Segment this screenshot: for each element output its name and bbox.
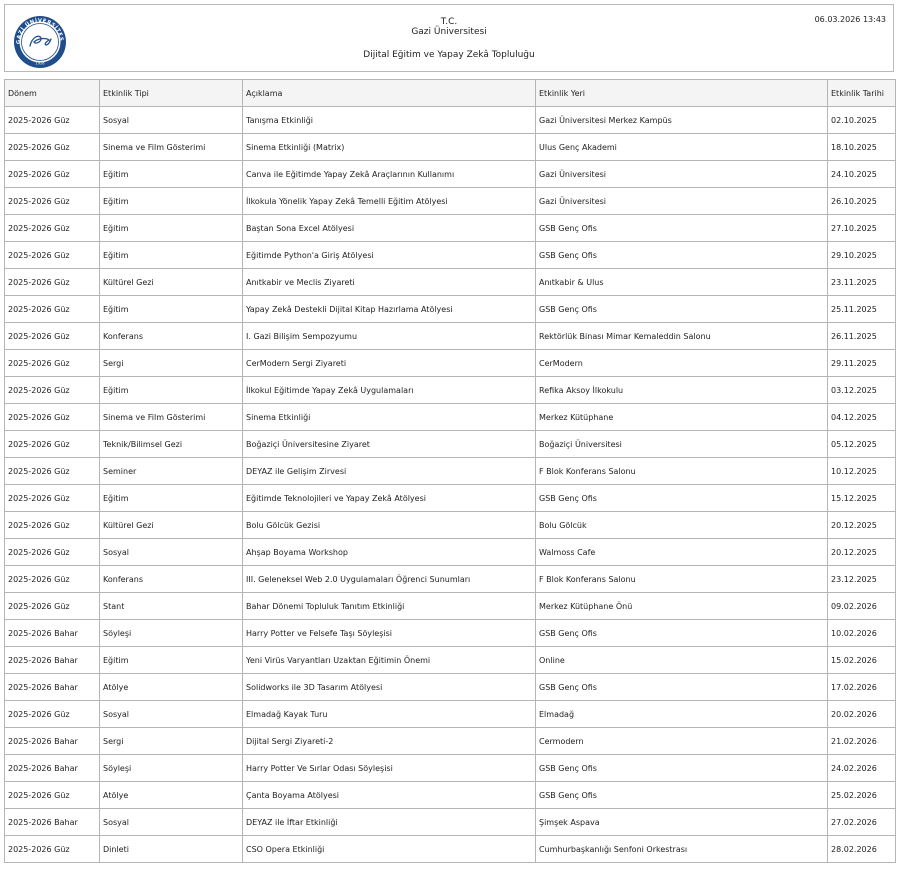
cell-event-type: Sosyal bbox=[100, 701, 243, 728]
cell-date: 05.12.2025 bbox=[828, 431, 896, 458]
report-timestamp: 06.03.2026 13:43 bbox=[814, 15, 886, 24]
cell-location: GSB Genç Ofis bbox=[536, 755, 828, 782]
cell-date: 25.02.2026 bbox=[828, 782, 896, 809]
cell-period: 2025-2026 Güz bbox=[5, 404, 100, 431]
column-header-location: Etkinlik Yeri bbox=[536, 80, 828, 107]
cell-date: 26.10.2025 bbox=[828, 188, 896, 215]
cell-location: Merkez Kütüphane Önü bbox=[536, 593, 828, 620]
cell-date: 10.12.2025 bbox=[828, 458, 896, 485]
cell-description: Yapay Zekâ Destekli Dijital Kitap Hazırlama Atölyesi bbox=[243, 296, 536, 323]
table-row bbox=[5, 674, 896, 701]
cell-location: F Blok Konferans Salonu bbox=[536, 458, 828, 485]
table-row bbox=[5, 377, 896, 404]
cell-location: F Blok Konferans Salonu bbox=[536, 566, 828, 593]
cell-description: CSO Opera Etkinliği bbox=[243, 836, 536, 863]
cell-event-type: Sergi bbox=[100, 350, 243, 377]
cell-date: 10.02.2026 bbox=[828, 620, 896, 647]
column-header-description: Açıklama bbox=[243, 80, 536, 107]
cell-event-type: Eğitim bbox=[100, 215, 243, 242]
cell-event-type: Atölye bbox=[100, 782, 243, 809]
cell-period: 2025-2026 Güz bbox=[5, 296, 100, 323]
cell-event-type: Eğitim bbox=[100, 188, 243, 215]
cell-date: 20.02.2026 bbox=[828, 701, 896, 728]
column-header-date: Etkinlik Tarihi bbox=[828, 80, 896, 107]
cell-description: Solidworks ile 3D Tasarım Atölyesi bbox=[243, 674, 536, 701]
cell-location: Bolu Gölcük bbox=[536, 512, 828, 539]
cell-location: GSB Genç Ofis bbox=[536, 296, 828, 323]
cell-event-type: Kültürel Gezi bbox=[100, 269, 243, 296]
cell-description: Baştan Sona Excel Atölyesi bbox=[243, 215, 536, 242]
cell-date: 28.02.2026 bbox=[828, 836, 896, 863]
cell-period: 2025-2026 Güz bbox=[5, 512, 100, 539]
header-university-name: Gazi Üniversitesi bbox=[411, 27, 487, 37]
cell-event-type: Teknik/Bilimsel Gezi bbox=[100, 431, 243, 458]
cell-description: İlkokul Eğitimde Yapay Zekâ Uygulamaları bbox=[243, 377, 536, 404]
cell-date: 18.10.2025 bbox=[828, 134, 896, 161]
cell-description: Eğitimde Python'a Giriş Atölyesi bbox=[243, 242, 536, 269]
cell-description: Bolu Gölcük Gezisi bbox=[243, 512, 536, 539]
table-row bbox=[5, 215, 896, 242]
cell-period: 2025-2026 Bahar bbox=[5, 620, 100, 647]
cell-period: 2025-2026 Güz bbox=[5, 701, 100, 728]
cell-location: GSB Genç Ofis bbox=[536, 242, 828, 269]
cell-date: 24.10.2025 bbox=[828, 161, 896, 188]
cell-description: CerModern Sergi Ziyareti bbox=[243, 350, 536, 377]
cell-location: CerModern bbox=[536, 350, 828, 377]
cell-event-type: Sosyal bbox=[100, 539, 243, 566]
cell-period: 2025-2026 Güz bbox=[5, 782, 100, 809]
cell-period: 2025-2026 Güz bbox=[5, 323, 100, 350]
cell-description: Canva ile Eğitimde Yapay Zekâ Araçlarının Kullanımı bbox=[243, 161, 536, 188]
logo-ring-text: GAZİ ÜNİVERSİTES bbox=[15, 17, 65, 45]
header-titles bbox=[5, 17, 893, 60]
cell-location: Anıtkabir & Ulus bbox=[536, 269, 828, 296]
table-row bbox=[5, 269, 896, 296]
cell-period: 2025-2026 Bahar bbox=[5, 809, 100, 836]
table-row bbox=[5, 566, 896, 593]
cell-description: Dijital Sergi Ziyareti-2 bbox=[243, 728, 536, 755]
cell-location: Boğaziçi Üniversitesi bbox=[536, 431, 828, 458]
cell-description: Harry Potter Ve Sırlar Odası Söyleşisi bbox=[243, 755, 536, 782]
table-header-row bbox=[5, 80, 896, 107]
cell-date: 15.02.2026 bbox=[828, 647, 896, 674]
cell-description: Sinema Etkinliği bbox=[243, 404, 536, 431]
cell-date: 24.02.2026 bbox=[828, 755, 896, 782]
cell-description: İlkokula Yönelik Yapay Zekâ Temelli Eğitim Atölyesi bbox=[243, 188, 536, 215]
cell-location: GSB Genç Ofis bbox=[536, 674, 828, 701]
cell-location: Ulus Genç Akademi bbox=[536, 134, 828, 161]
cell-date: 03.12.2025 bbox=[828, 377, 896, 404]
cell-location: Merkez Kütüphane bbox=[536, 404, 828, 431]
cell-location: Walmoss Cafe bbox=[536, 539, 828, 566]
header-community-name: Dijital Eğitim ve Yapay Zekâ Topluluğu bbox=[363, 50, 535, 60]
cell-event-type: Seminer bbox=[100, 458, 243, 485]
cell-description: Bahar Dönemi Topluluk Tanıtım Etkinliği bbox=[243, 593, 536, 620]
cell-period: 2025-2026 Bahar bbox=[5, 755, 100, 782]
events-table bbox=[4, 79, 896, 863]
cell-event-type: Kültürel Gezi bbox=[100, 512, 243, 539]
table-row bbox=[5, 836, 896, 863]
cell-location: Cermodern bbox=[536, 728, 828, 755]
cell-period: 2025-2026 Güz bbox=[5, 458, 100, 485]
cell-period: 2025-2026 Güz bbox=[5, 593, 100, 620]
cell-period: 2025-2026 Güz bbox=[5, 215, 100, 242]
cell-location: Rektörlük Binası Mimar Kemaleddin Salonu bbox=[536, 323, 828, 350]
cell-date: 23.12.2025 bbox=[828, 566, 896, 593]
table-row bbox=[5, 647, 896, 674]
cell-event-type: Konferans bbox=[100, 323, 243, 350]
cell-event-type: Sinema ve Film Gösterimi bbox=[100, 404, 243, 431]
cell-description: DEYAZ ile Gelişim Zirvesi bbox=[243, 458, 536, 485]
table-row bbox=[5, 701, 896, 728]
cell-description: Harry Potter ve Felsefe Taşı Söyleşisi bbox=[243, 620, 536, 647]
cell-date: 29.10.2025 bbox=[828, 242, 896, 269]
cell-period: 2025-2026 Güz bbox=[5, 836, 100, 863]
cell-event-type: Dinleti bbox=[100, 836, 243, 863]
table-row bbox=[5, 242, 896, 269]
cell-period: 2025-2026 Güz bbox=[5, 539, 100, 566]
cell-event-type: Eğitim bbox=[100, 296, 243, 323]
cell-event-type: Sinema ve Film Gösterimi bbox=[100, 134, 243, 161]
cell-period: 2025-2026 Güz bbox=[5, 107, 100, 134]
cell-location: GSB Genç Ofis bbox=[536, 620, 828, 647]
events-table-body bbox=[5, 107, 896, 863]
cell-location: Cumhurbaşkanlığı Senfoni Orkestrası bbox=[536, 836, 828, 863]
cell-location: Refika Aksoy İlkokulu bbox=[536, 377, 828, 404]
cell-event-type: Sergi bbox=[100, 728, 243, 755]
cell-location: Gazi Üniversitesi Merkez Kampüs bbox=[536, 107, 828, 134]
cell-date: 02.10.2025 bbox=[828, 107, 896, 134]
cell-description: Anıtkabir ve Meclis Ziyareti bbox=[243, 269, 536, 296]
cell-event-type: Eğitim bbox=[100, 377, 243, 404]
table-row bbox=[5, 620, 896, 647]
column-header-period: Dönem bbox=[5, 80, 100, 107]
cell-period: 2025-2026 Bahar bbox=[5, 674, 100, 701]
cell-date: 23.11.2025 bbox=[828, 269, 896, 296]
table-row bbox=[5, 107, 896, 134]
cell-period: 2025-2026 Bahar bbox=[5, 647, 100, 674]
cell-period: 2025-2026 Güz bbox=[5, 431, 100, 458]
cell-description: Elmadağ Kayak Turu bbox=[243, 701, 536, 728]
table-row bbox=[5, 161, 896, 188]
cell-event-type: Konferans bbox=[100, 566, 243, 593]
cell-date: 20.12.2025 bbox=[828, 539, 896, 566]
cell-description: Boğaziçi Üniversitesine Ziyaret bbox=[243, 431, 536, 458]
column-header-event-type: Etkinlik Tipi bbox=[100, 80, 243, 107]
cell-date: 04.12.2025 bbox=[828, 404, 896, 431]
table-row bbox=[5, 728, 896, 755]
cell-date: 09.02.2026 bbox=[828, 593, 896, 620]
table-row bbox=[5, 809, 896, 836]
cell-description: Yeni Virüs Varyantları Uzaktan Eğitimin Önemi bbox=[243, 647, 536, 674]
cell-period: 2025-2026 Güz bbox=[5, 350, 100, 377]
cell-date: 29.11.2025 bbox=[828, 350, 896, 377]
cell-event-type: Sosyal bbox=[100, 107, 243, 134]
cell-location: Elmadağ bbox=[536, 701, 828, 728]
cell-date: 27.02.2026 bbox=[828, 809, 896, 836]
cell-event-type: Söyleşi bbox=[100, 620, 243, 647]
cell-location: Şimşek Aspava bbox=[536, 809, 828, 836]
logo-year: 1926 bbox=[35, 61, 45, 66]
cell-event-type: Sosyal bbox=[100, 809, 243, 836]
table-row bbox=[5, 593, 896, 620]
cell-period: 2025-2026 Güz bbox=[5, 161, 100, 188]
table-row bbox=[5, 485, 896, 512]
cell-date: 17.02.2026 bbox=[828, 674, 896, 701]
cell-date: 15.12.2025 bbox=[828, 485, 896, 512]
cell-event-type: Eğitim bbox=[100, 485, 243, 512]
cell-period: 2025-2026 Güz bbox=[5, 566, 100, 593]
cell-location: GSB Genç Ofis bbox=[536, 782, 828, 809]
table-row bbox=[5, 512, 896, 539]
cell-location: Gazi Üniversitesi bbox=[536, 188, 828, 215]
table-row bbox=[5, 323, 896, 350]
cell-description: III. Geleneksel Web 2.0 Uygulamaları Öğrenci Sunumları bbox=[243, 566, 536, 593]
cell-event-type: Söyleşi bbox=[100, 755, 243, 782]
cell-description: Tanışma Etkinliği bbox=[243, 107, 536, 134]
table-row bbox=[5, 431, 896, 458]
cell-period: 2025-2026 Güz bbox=[5, 188, 100, 215]
cell-event-type: Eğitim bbox=[100, 647, 243, 674]
cell-event-type: Atölye bbox=[100, 674, 243, 701]
table-row bbox=[5, 188, 896, 215]
cell-location: GSB Genç Ofis bbox=[536, 215, 828, 242]
cell-description: Çanta Boyama Atölyesi bbox=[243, 782, 536, 809]
cell-description: Sinema Etkinliği (Matrix) bbox=[243, 134, 536, 161]
table-row bbox=[5, 296, 896, 323]
cell-date: 21.02.2026 bbox=[828, 728, 896, 755]
cell-period: 2025-2026 Bahar bbox=[5, 728, 100, 755]
cell-location: GSB Genç Ofis bbox=[536, 485, 828, 512]
report-header bbox=[4, 4, 894, 72]
cell-date: 25.11.2025 bbox=[828, 296, 896, 323]
cell-period: 2025-2026 Güz bbox=[5, 377, 100, 404]
cell-description: Eğitimde Teknolojileri ve Yapay Zekâ Atölyesi bbox=[243, 485, 536, 512]
table-row bbox=[5, 134, 896, 161]
header-line-tc: T.C. bbox=[440, 17, 458, 27]
cell-period: 2025-2026 Güz bbox=[5, 134, 100, 161]
table-row bbox=[5, 539, 896, 566]
cell-date: 26.11.2025 bbox=[828, 323, 896, 350]
table-row bbox=[5, 755, 896, 782]
cell-date: 20.12.2025 bbox=[828, 512, 896, 539]
cell-period: 2025-2026 Güz bbox=[5, 485, 100, 512]
cell-description: DEYAZ ile İftar Etkinliği bbox=[243, 809, 536, 836]
cell-event-type: Stant bbox=[100, 593, 243, 620]
table-row bbox=[5, 458, 896, 485]
table-row bbox=[5, 404, 896, 431]
cell-location: Gazi Üniversitesi bbox=[536, 161, 828, 188]
table-row bbox=[5, 350, 896, 377]
cell-event-type: Eğitim bbox=[100, 161, 243, 188]
cell-period: 2025-2026 Güz bbox=[5, 242, 100, 269]
cell-date: 27.10.2025 bbox=[828, 215, 896, 242]
cell-event-type: Eğitim bbox=[100, 242, 243, 269]
table-row bbox=[5, 782, 896, 809]
cell-location: Online bbox=[536, 647, 828, 674]
cell-description: Ahşap Boyama Workshop bbox=[243, 539, 536, 566]
cell-description: I. Gazi Bilişim Sempozyumu bbox=[243, 323, 536, 350]
cell-period: 2025-2026 Güz bbox=[5, 269, 100, 296]
